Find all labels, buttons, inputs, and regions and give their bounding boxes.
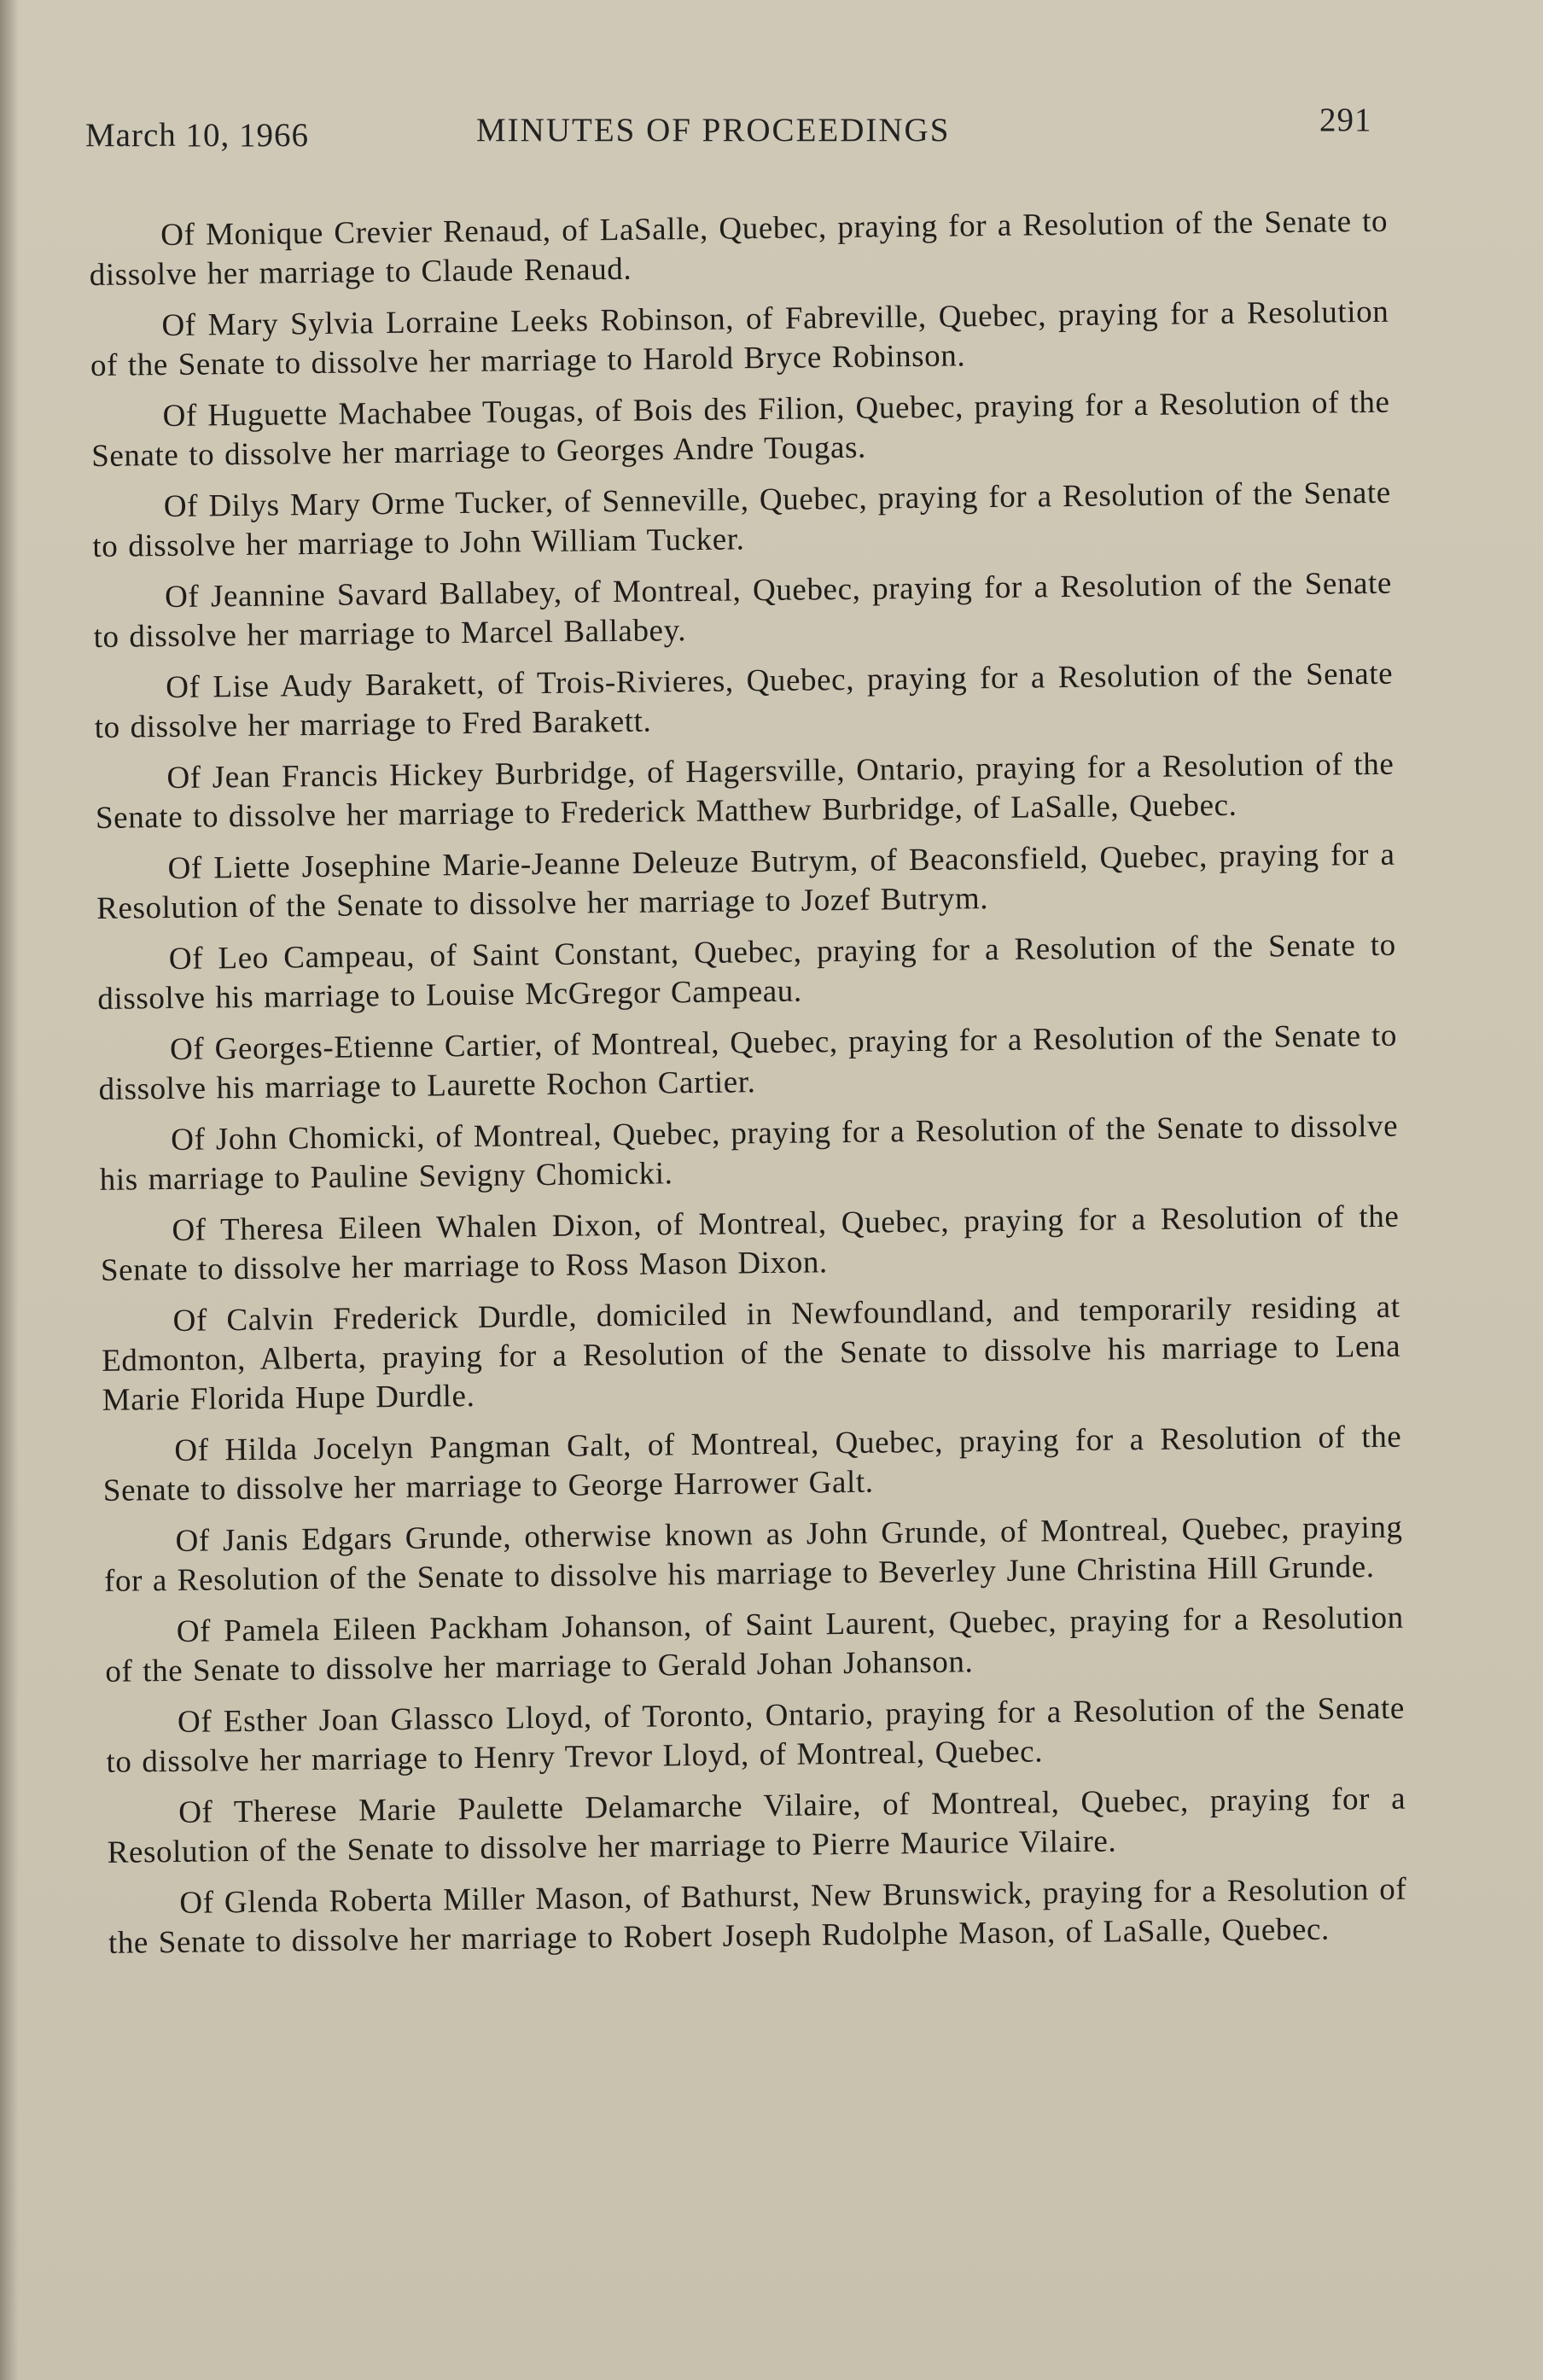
page-number: 291	[1319, 102, 1372, 138]
page-binding-edge	[0, 0, 19, 2380]
header-date: March 10, 1966	[85, 117, 310, 154]
petition-entry: Of Dilys Mary Orme Tucker, of Senneville, Quebec, praying for a Resolution of the Senate to dissolve her marriage to John William Tucker.	[92, 475, 1391, 564]
petition-entry: Of Georges-Etienne Cartier, of Montreal, Quebec, praying for a Resolution of the Senate to dissolve his marriage to Laurette Rochon Cartier.	[98, 1018, 1398, 1107]
petition-entry: Of Lise Audy Barakett, of Trois-Rivieres, Quebec, praying for a Resolution of the Senate to dissolve her marriage to Fred Barakett.	[94, 656, 1394, 745]
petition-list	[89, 202, 1407, 1975]
petition-entry: Of Therese Marie Paulette Delamarche Vilaire, of Montreal, Quebec, praying for a Resolution of the Senate to dissolve her marriage to Pierre Maurice Vilaire.	[107, 1781, 1406, 1870]
petition-entry: Of Huguette Machabee Tougas, of Bois des Filion, Quebec, praying for a Resolution of the Senate to dissolve her marriage to Georges Andre Tougas.	[90, 384, 1390, 474]
petition-entry: Of Glenda Roberta Miller Mason, of Bathurst, New Brunswick, praying for a Resolution of the Senate to dissolve her marriage to Robert Joseph Rudolphe Mason, of LaSalle, Quebec.	[108, 1871, 1407, 1961]
header-title: MINUTES OF PROCEEDINGS	[476, 112, 951, 149]
petition-entry: Of John Chomicki, of Montreal, Quebec, praying for a Resolution of the Senate to dissolve his marriage to Pauline Sevigny Chomicki.	[99, 1108, 1399, 1198]
petition-entry: Of Calvin Frederick Durdle, domiciled in Newfoundland, and temporarily residing at Edmonton, Alberta, praying for a Resolution of the Senate to dissolve his marriage to Lena Marie Florida Hupe Durdle.	[101, 1289, 1401, 1418]
petition-entry: Of Theresa Eileen Whalen Dixon, of Montreal, Quebec, praying for a Resolution of the Senate to dissolve her marriage to Ross Mason Dixon.	[100, 1199, 1400, 1288]
petition-entry: Of Jean Francis Hickey Burbridge, of Hagersville, Ontario, praying for a Resolution of the Senate to dissolve her marriage to Frederick Matthew Burbridge, of LaSalle, Quebec.	[95, 746, 1395, 836]
petition-entry: Of Janis Edgars Grunde, otherwise known as John Grunde, of Montreal, Quebec, praying for a Resolution of the Senate to dissolve his marriage to Beverley June Christina Hill Grunde.	[103, 1509, 1403, 1599]
petition-entry: Of Liette Josephine Marie-Jeanne Deleuze Butrym, of Beaconsfield, Quebec, praying for a Resolution of the Senate to dissolve her marriage to Jozef Butrym.	[96, 837, 1395, 926]
petition-entry: Of Leo Campeau, of Saint Constant, Quebec, praying for a Resolution of the Senate to dissolve his marriage to Louise McGregor Campeau.	[97, 927, 1397, 1017]
petition-entry: Of Esther Joan Glassco Lloyd, of Toronto, Ontario, praying for a Resolution of the Senate to dissolve her marriage to Henry Trevor Lloyd, of Montreal, Quebec.	[106, 1690, 1406, 1780]
page-header	[85, 101, 1374, 169]
petition-entry: Of Hilda Jocelyn Pangman Galt, of Montreal, Quebec, praying for a Resolution of the Senate to dissolve her marriage to George Harrower Galt.	[102, 1419, 1402, 1508]
petition-entry: Of Jeannine Savard Ballabey, of Montreal, Quebec, praying for a Resolution of the Senate to dissolve her marriage to Marcel Ballabey.	[93, 565, 1393, 655]
petition-entry: Of Pamela Eileen Packham Johanson, of Saint Laurent, Quebec, praying for a Resolution of the Senate to dissolve her marriage to Gerald Johan Johanson.	[105, 1600, 1404, 1689]
petition-entry: Of Mary Sylvia Lorraine Leeks Robinson, of Fabreville, Quebec, praying for a Resolution of the Senate to dissolve her marriage to Harold Bryce Robinson.	[90, 294, 1389, 383]
petition-entry: Of Monique Crevier Renaud, of LaSalle, Quebec, praying for a Resolution of the Senate to dissolve her marriage to Claude Renaud.	[89, 203, 1389, 293]
